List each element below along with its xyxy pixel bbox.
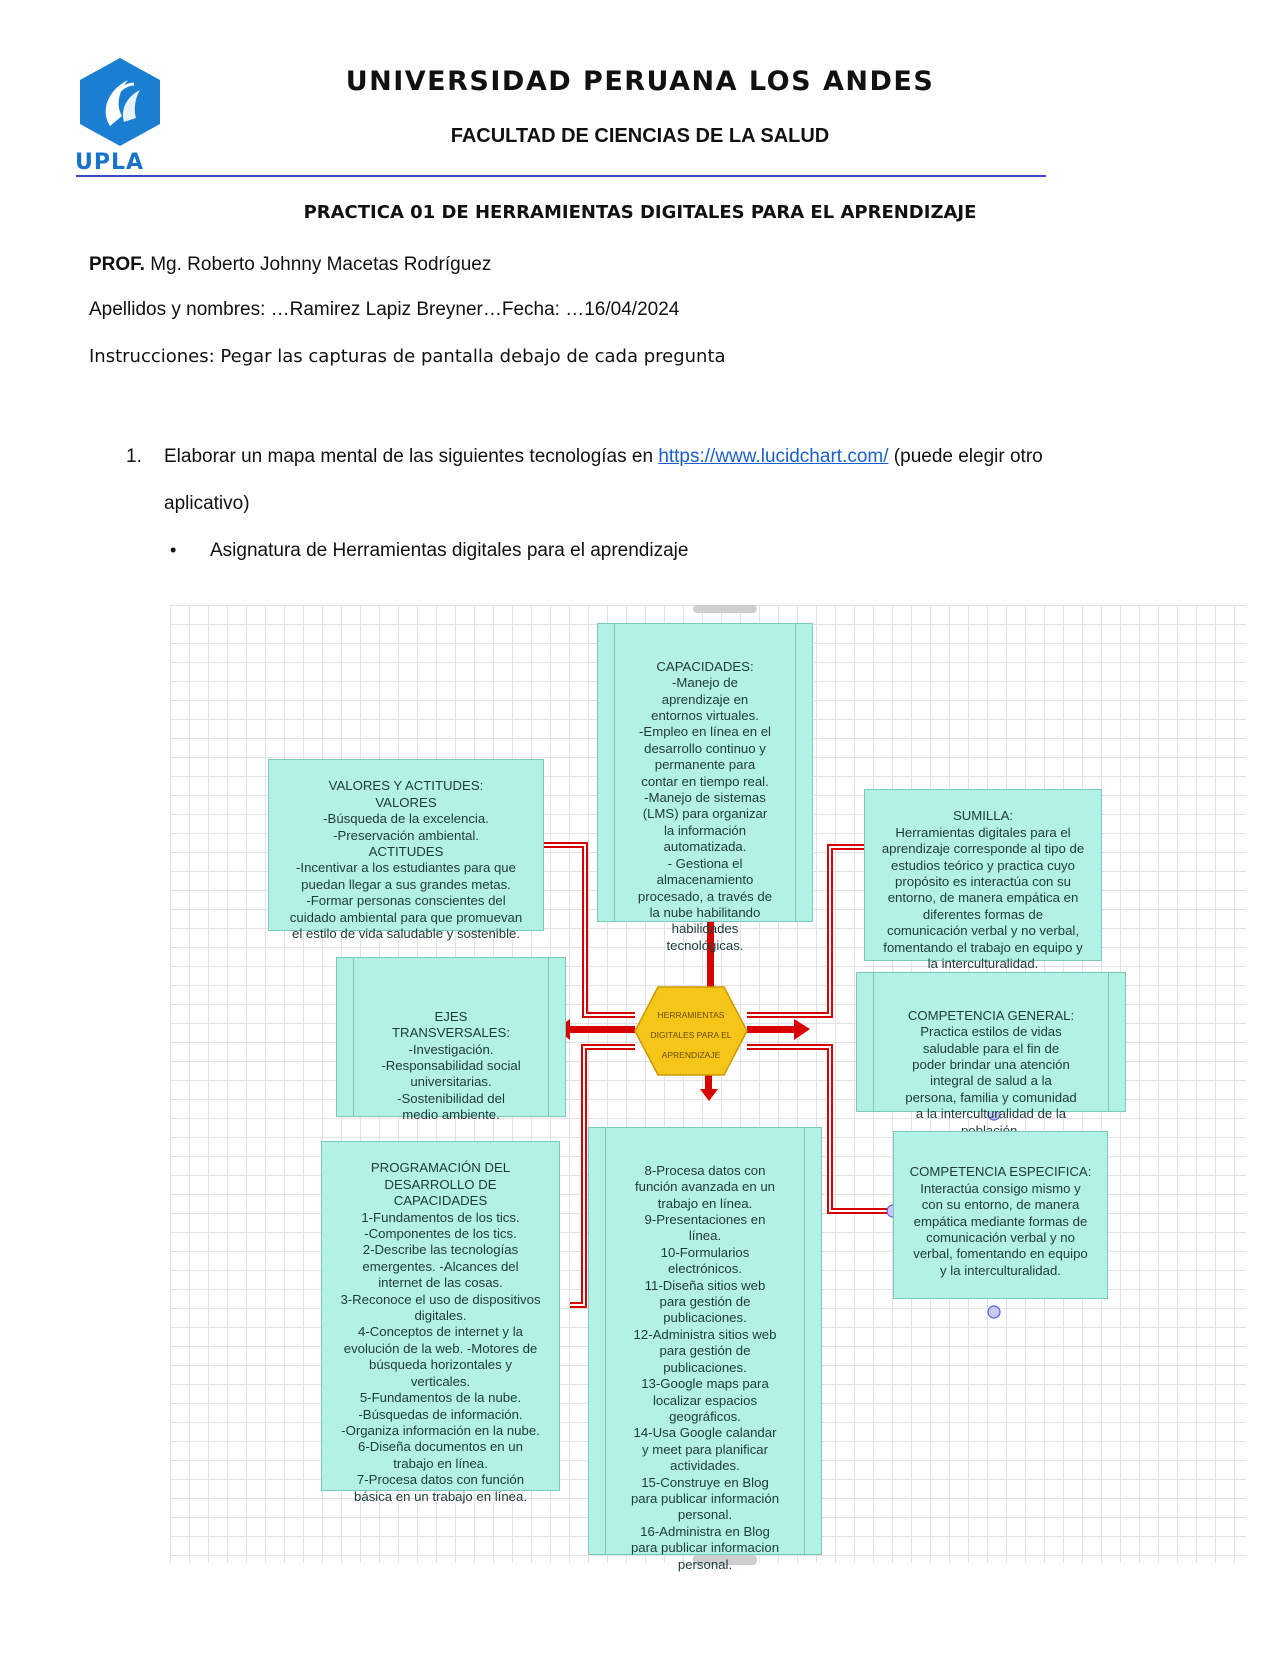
ejes-node[interactable] [336,957,566,1123]
practice-title: PRACTICA 01 DE HERRAMIENTAS DIGITALES PARA EL APRENDIZAJE [303,202,977,223]
lucidchart-link[interactable]: https://www.lucidchart.com/ [658,446,889,467]
faculty-title: FACULTAD DE CIENCIAS DE LA SALUD [450,125,830,147]
capacidades-node[interactable] [597,623,813,953]
professor-line [89,254,491,276]
prof-name: Mg. Roberto Johnny Macetas Rodríguez [144,254,492,275]
programacion-text: PROGRAMACIÓN DEL DESARROLLO DE CAPACIDADES 1-Fundamentos de los tics. -Componentes de los tics. 2-Describe las tecnologías emergentes. -Alcances del internet de las cosas. 3-Reconoce el uso de dispositivos digitales. 4-Conceptos de internet y la evolución de la web. -Motores de búsqueda horizontales y verticales. 5-Fundamentos de la nube. -Búsquedas de información. -Organiza información en la nube. 6-Diseña documentos en un trabajo en línea. 7-Procesa datos con función básica en un trabajo en línea. [340,1160,541,1504]
question-text-after: (puede elegir otro [888,446,1043,467]
question-text [164,446,1043,468]
question-text-line2: aplicativo) [164,493,250,514]
question-text-before: Elaborar un mapa mental de las siguientes tecnologías en [164,446,659,467]
logo-text: UPLA [75,150,145,175]
instructions-line: Instrucciones: Pegar las capturas de pantalla debajo de cada pregunta [89,346,726,367]
procesa-node[interactable] [588,1127,822,1572]
student-line: Apellidos y nombres: …Ramirez Lapiz Breyner…Fecha: …16/04/2024 [89,299,680,320]
competencia-general-node[interactable] [856,972,1126,1122]
prof-label: PROF. [89,254,145,275]
bullet-text: Asignatura de Herramientas digitales para el aprendizaje [210,540,689,561]
procesa-text: 8-Procesa datos con función avanzada en un trabajo en línea. 9-Presentaciones en línea. 10-Formularios electrónicos. 11-Diseña sitios web para gestión de publicaciones. 12-Administra sitios web para gestión de publicaciones. 13-Google maps para localizar espacios geográficos. 14-Usa Google calandar y meet para planificar actividades. 15-Construye en Blog para publicar información personal. 16-Administra en Blog para publicar informacion personal. [630,1162,780,1572]
bullet-icon: • [170,540,177,560]
ejes-text: EJES TRANSVERSALES: -Investigación. -Responsabilidad social universitarias. -Sostenibilidad del medio ambiente. [381,1008,521,1123]
competencia-general-text: COMPETENCIA GENERAL: Practica estilos de vidas saludable para el fin de poder brindar una atención integral de salud a la persona, familia y comunidad a la interculturalidad de la [905,1007,1077,1122]
programacion-node[interactable] [321,1141,560,1504]
university-title: UNIVERSIDAD PERUANA LOS ANDES [345,66,935,97]
center-node-label: HERRAMIENTAS DIGITALES PARA EL APRENDIZAJE [650,1010,732,1060]
valores-node[interactable] [268,759,544,942]
top-scroll-handle [693,605,757,613]
mind-map [170,605,1246,1572]
competencia-especifica-text: COMPETENCIA ESPECIFICA: Interactúa consigo mismo y con su entorno, de manera empática mediante formas de comunicación verbal y no verbal, fomentando en equipo y la interculturalidad. [909,1164,1092,1278]
header-divider [76,175,1046,177]
sumilla-node[interactable] [864,789,1102,972]
sumilla-text: SUMILLA: Herramientas digitales para el aprendizaje corresponde al tipo de estudios teórico y practica cuyo propósito es interactúa con su entorno, de manera empática en diferentes formas de comunicación verbal y no verbal, fomentando el trabajo en equipo y la interculturalidad. [881,808,1085,972]
capacidades-text: CAPACIDADES: -Manejo de aprendizaje en entornos virtuales. -Empleo en línea en el desarrollo continuo y permanente para contar en tiempo real. -Manejo de sistemas (LMS) para organizar la información automatizada. - Gestiona el almacenamiento procesado, a través de la nube habilitando habilidades tecnológicas. [637,658,773,953]
valores-text: VALORES Y ACTITUDES: VALORES -Búsqueda de la excelencia. -Preservación ambiental. ACTITUDES -Incentivar a los estudiantes para que puedan llegar a sus grandes metas. -Formar personas conscientes del cuidado ambiental para que promuevan el estilo de vida saludable y sostenible. [289,778,523,942]
question-number: 1. [126,446,142,467]
competencia-especifica-node[interactable] [893,1131,1108,1299]
